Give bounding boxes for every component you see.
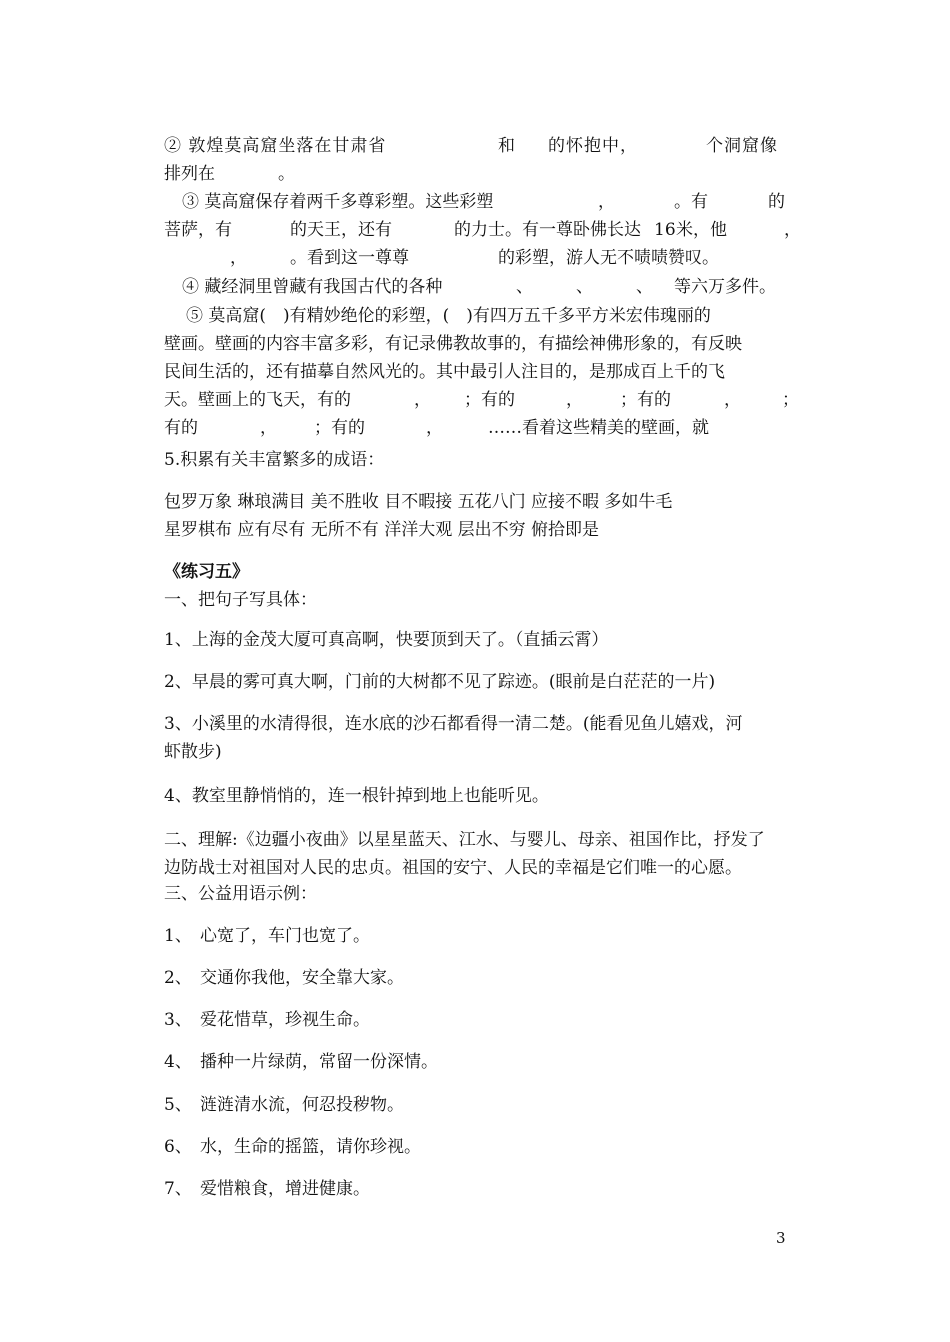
part2-line-1: 二、理解:《边疆小夜曲》以星星蓝天、江水、与婴儿、母亲、祖国作比，抒发了 — [164, 830, 765, 850]
exercise-title: 《练习五》 — [164, 562, 249, 582]
q3-text-j: ， — [784, 220, 801, 240]
idioms-heading: 5.积累有关丰富繁多的成语： — [164, 450, 385, 470]
q5-text-l5b: ， — [260, 418, 277, 438]
slogan-text: 播种一片绿荫，常留一份深情。 — [200, 1052, 438, 1072]
q2-text-b: 和 — [498, 136, 515, 156]
q4-line-1 — [164, 273, 790, 301]
q5-text-l4f: ， — [724, 390, 741, 410]
q2-text-e: 排列在 — [164, 164, 215, 184]
q2-text-a: ② 敦煌莫高窟坐落在甘肃省 — [164, 136, 387, 156]
slogan-number: 1、 — [164, 926, 192, 946]
q2-text-c: 的怀抱中， — [548, 136, 638, 156]
part1-item-2: 2、早晨的雾可真大啊，门前的大树都不见了踪迹。(眼前是白茫茫的一片) — [164, 672, 716, 692]
slogan-7 — [164, 1175, 790, 1203]
slogan-number: 3、 — [164, 1010, 192, 1030]
q3-line-3 — [164, 244, 790, 272]
q5-text-l5c: ；有的 — [314, 418, 365, 438]
q3-text-g: 的力士。有一尊卧佛长达 — [454, 220, 641, 240]
part1-item-3: 3、小溪里的水清得很，连水底的沙石都看得一清二楚。(能看见鱼儿嬉戏，河 — [164, 714, 743, 734]
q5-line-2 — [164, 330, 790, 358]
q4-text-e: 等六万多件。 — [674, 277, 776, 297]
slogan-6 — [164, 1133, 790, 1161]
q5-text-l4b: ， — [414, 390, 431, 410]
q5-text-l2: 壁画。壁画的内容丰富多彩，有记录佛教故事的，有描绘神佛形象的，有反映 — [164, 334, 742, 354]
slogan-text: 水，生命的摇篮，请你珍视。 — [200, 1137, 421, 1157]
q3-text-a: ③ 莫高窟保存着两千多尊彩塑。这些彩塑 — [182, 192, 494, 212]
slogan-2 — [164, 964, 790, 992]
q3-text-i: 米，他 — [676, 220, 727, 240]
q3-text-h: 16 — [654, 220, 676, 240]
slogan-number: 5、 — [164, 1095, 192, 1115]
q5-text-l3: 民间生活的，还有描摹自然风光的。其中最引人注目的，是那成百上千的飞 — [164, 362, 725, 382]
slogan-number: 4、 — [164, 1052, 192, 1072]
slogan-number: 2、 — [164, 968, 192, 988]
q2-text-f: 。 — [278, 164, 295, 184]
q3-text-d: 的 — [768, 192, 785, 212]
q3-line-2 — [164, 216, 801, 244]
q3-text-e: 菩萨，有 — [164, 220, 232, 240]
slogan-text: 涟涟清水流，何忍投秽物。 — [200, 1095, 404, 1115]
part1-item-1: 1、上海的金茂大厦可真高啊，快要顶到天了。（直插云霄） — [164, 630, 609, 650]
slogan-text: 爱花惜草，珍视生命。 — [200, 1010, 370, 1030]
slogan-4 — [164, 1048, 790, 1076]
q4-text-b: 、 — [516, 277, 533, 297]
part1-heading: 一、把句子写具体： — [164, 590, 317, 610]
q5-text-l5a: 有的 — [164, 418, 198, 438]
idioms-row-1: 包罗万象 琳琅满目 美不胜收 目不暇接 五花八门 应接不暇 多如牛毛 — [164, 492, 673, 512]
q5-text-l4c: ；有的 — [464, 390, 515, 410]
q3-text-c: 。有 — [674, 192, 708, 212]
q3-text-b: ， — [598, 192, 615, 212]
q3-text-l: 。看到这一尊尊 — [290, 248, 409, 268]
q3-line-1 — [164, 188, 790, 216]
part1-item-3-cont: 虾散步) — [164, 742, 222, 762]
part2-line-2: 边防战士对祖国对人民的忠贞。祖国的安宁、人民的幸福是它们唯一的心愿。 — [164, 858, 742, 878]
slogan-text: 爱惜粮食，增进健康。 — [200, 1179, 370, 1199]
q2-line-2 — [164, 160, 790, 188]
slogan-number: 6、 — [164, 1137, 192, 1157]
q5-line-5 — [164, 414, 790, 442]
page-number: 3 — [776, 1229, 786, 1247]
question-2 — [164, 132, 790, 188]
q5-text-l4g: ； — [782, 390, 799, 410]
q5-text-l4d: ， — [566, 390, 583, 410]
question-4 — [164, 273, 790, 301]
slogan-1 — [164, 922, 790, 950]
slogan-5 — [164, 1091, 790, 1119]
q3-text-k: ， — [230, 248, 247, 268]
q5-text-l5d: ， — [426, 418, 443, 438]
slogan-number: 7、 — [164, 1179, 192, 1199]
q2-line-1 — [164, 132, 790, 160]
q5-text-l4a: 天。壁画上的飞天，有的 — [164, 390, 351, 410]
part3-heading: 三、公益用语示例： — [164, 884, 317, 904]
q5-text-l4e: ；有的 — [620, 390, 671, 410]
q4-text-c: 、 — [576, 277, 593, 297]
question-3 — [164, 188, 801, 272]
q3-text-f: 的天王，还有 — [290, 220, 392, 240]
slogan-3 — [164, 1006, 790, 1034]
slogan-text: 交通你我他，安全靠大家。 — [200, 968, 404, 988]
q5-line-4 — [164, 386, 799, 414]
q2-text-d: 个洞窟像 — [706, 136, 778, 156]
q3-text-m: 的彩塑，游人无不啧啧赞叹。 — [498, 248, 719, 268]
q5-text-l5e: ……看着这些精美的壁画，就 — [488, 418, 709, 438]
q5-line-1 — [164, 302, 790, 330]
question-5 — [164, 302, 799, 442]
q5-text-l1: ⑤ 莫高窟( )有精妙绝伦的彩塑，( )有四万五千多平方米宏伟瑰丽的 — [186, 306, 711, 326]
idioms-row-2: 星罗棋布 应有尽有 无所不有 洋洋大观 层出不穷 俯拾即是 — [164, 520, 600, 540]
q4-text-a: ④ 藏经洞里曾藏有我国古代的各种 — [182, 277, 443, 297]
slogan-text: 心宽了，车门也宽了。 — [200, 926, 370, 946]
part1-item-4: 4、教室里静悄悄的，连一根针掉到地上也能听见。 — [164, 786, 549, 806]
q5-line-3 — [164, 358, 790, 386]
q4-text-d: 、 — [636, 277, 653, 297]
